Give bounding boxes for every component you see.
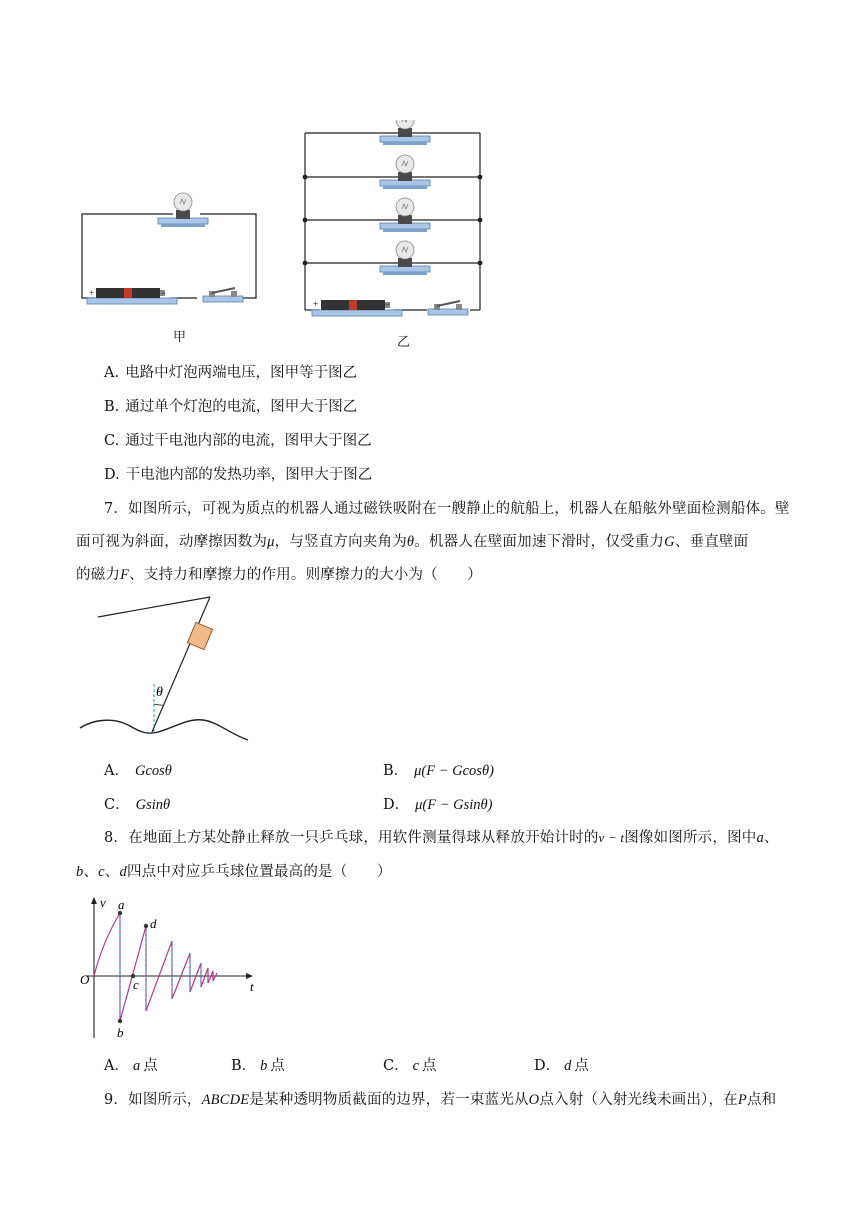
switch-icon [203, 288, 243, 302]
figure-label-jia: 甲 [173, 330, 187, 345]
label-b: b [117, 1025, 124, 1040]
circuit-jia [82, 193, 256, 304]
lamp-icon [380, 241, 430, 275]
plus-sign: + [89, 288, 95, 298]
q7-option-b: B． μ(F − Gcosθ) [383, 763, 494, 779]
q6-option-a: A. 电路中灯泡两端电压，图甲等于图乙 [104, 365, 358, 381]
minus-sign: − [161, 288, 167, 298]
q8-option-a: A． a 点 [104, 1058, 158, 1074]
vt-graph [76, 893, 266, 1043]
q8-option-b: B． b 点 [231, 1058, 285, 1074]
water-surface [80, 720, 248, 740]
q6-option-c: C. 通过干电池内部的电流，图甲大于图乙 [104, 433, 372, 449]
switch-icon [428, 301, 468, 315]
incline-figure [78, 592, 258, 748]
label-a: a [118, 897, 125, 912]
q8-line-2: b、c、d四点中对应乒乓球位置最高的是（ ） [76, 864, 392, 880]
figure-label-yi: 乙 [397, 335, 411, 350]
circuit-yi [303, 120, 483, 316]
lamp-icon [380, 155, 430, 189]
point-d [144, 924, 148, 928]
minus-sign: − [385, 299, 391, 309]
q6-option-d: D. 干电池内部的发热功率，图甲大于图乙 [104, 467, 373, 483]
q7-line-2: 面可视为斜面，动摩擦因数为μ，与竖直方向夹角为θ。机器人在壁面加速下滑时，仅受重力G、垂直壁面 [76, 534, 749, 550]
plus-sign: + [313, 299, 319, 309]
circuit-figure [75, 120, 495, 352]
q9-line-1: 9．如图所示，ABCDE是某种透明物质截面的边界，若一束蓝光从O点入射（入射光线未画出），在P点和 [104, 1092, 777, 1108]
v-axis-label: v [100, 895, 106, 910]
label-c: c [133, 977, 139, 992]
q8-option-d: D． d 点 [534, 1058, 589, 1074]
t-axis-label: t [250, 979, 254, 994]
q7-line-3: 的磁力F、支持力和摩擦力的作用。则摩擦力的大小为（ ） [76, 567, 482, 583]
q7-option-a: A． Gcosθ [104, 763, 172, 779]
label-d: d [150, 916, 157, 931]
q8-line-1: 8．在地面上方某处静止释放一只乒乓球，用软件测量得球从释放开始计时的v − t图像如图所示，图中a、 [104, 830, 779, 846]
theta-label: θ [156, 685, 163, 700]
robot-block [187, 622, 212, 649]
origin-label: O [80, 972, 90, 987]
q7-line-1: 7．如图所示，可视为质点的机器人通过磁铁吸附在一艘静止的航船上，机器人在船舷外壁面检测船体。壁 [104, 501, 790, 517]
point-b [118, 1019, 122, 1023]
q7-option-c: C． Gsinθ [104, 797, 171, 813]
q6-option-b: B. 通过单个灯泡的电流，图甲大于图乙 [104, 399, 358, 415]
lamp-icon [380, 198, 430, 232]
lamp-icon [158, 193, 208, 227]
q7-option-d: D． μ(F − Gsinθ) [383, 797, 493, 813]
q8-option-c: C． c 点 [383, 1058, 437, 1074]
